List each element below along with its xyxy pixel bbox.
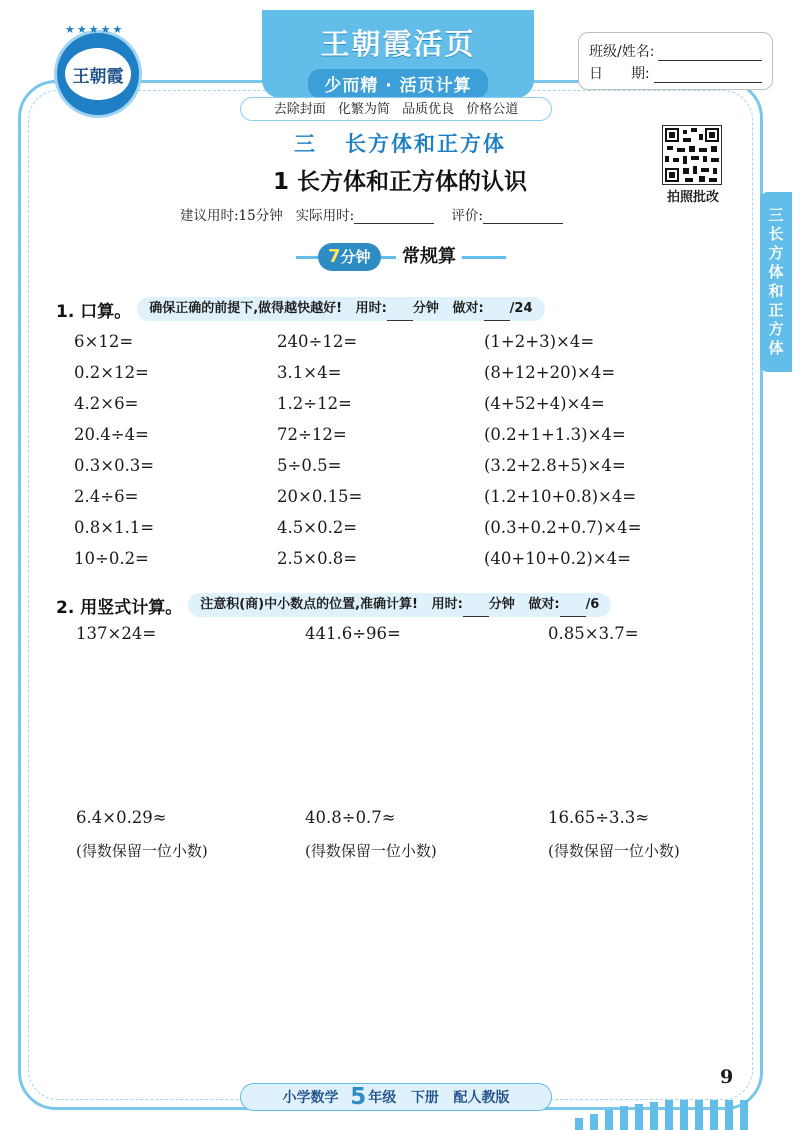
q1-time-field[interactable] (387, 306, 413, 321)
rounding-note: (得数保留一位小数) (305, 842, 437, 860)
q2-problem: 137×24= (76, 624, 157, 643)
q1-problem: 0.2×12= (74, 363, 149, 382)
section-minutes-number: 7 (328, 246, 341, 267)
q1-problem: (3.2+2.8+5)×4= (484, 456, 626, 475)
rating-field[interactable] (483, 209, 563, 224)
decorative-bar (740, 1100, 748, 1130)
brand-subtitle: 少而精 · 活页计算 (308, 69, 487, 98)
footer-edition: 配人教版 (453, 1090, 510, 1106)
slogan-item: 去除封面 (273, 102, 326, 117)
q1-problem: 2.5×0.8= (277, 549, 358, 568)
q1-problem: 20.4÷4= (74, 425, 149, 444)
q2-header (56, 591, 611, 619)
side-tab-char: 体 (768, 263, 784, 281)
section-name: 常规算 (396, 243, 462, 271)
chapter-name: 长方体和正方体 (345, 132, 506, 156)
class-name-field[interactable] (658, 46, 762, 61)
q1-correct-field[interactable] (484, 306, 510, 321)
q1-problem: (1+2+3)×4= (484, 332, 595, 351)
q2-time-label: 用时: (431, 597, 463, 612)
brand-logo (54, 23, 142, 118)
q2-hint-pill (188, 593, 611, 617)
date-field[interactable] (654, 68, 762, 83)
logo-text: 王朝霞 (72, 66, 124, 87)
footer-volume: 下册 (410, 1090, 439, 1106)
brand-title: 王朝霞活页 (320, 27, 476, 61)
decorative-bar (605, 1110, 613, 1130)
actual-time-label: 实际用时: (295, 208, 355, 224)
class-name-label: 班级/姓名: (589, 44, 655, 60)
q2-total: /6 (585, 597, 600, 612)
side-tab-char: 方 (768, 320, 784, 338)
q2-problem: 40.8÷0.7≈ (305, 808, 396, 827)
rating-label: 评价: (451, 208, 483, 224)
q1-problem: 0.3×0.3= (74, 456, 155, 475)
decorative-bar (725, 1100, 733, 1130)
q1-hint-pill (137, 297, 544, 321)
q2-title: 2. 用竖式计算。 (56, 597, 183, 618)
chapter-number: 三 (294, 132, 317, 156)
q2-problem: 6.4×0.29≈ (76, 808, 167, 827)
decorative-bar (680, 1100, 688, 1130)
page-number: 9 (720, 1066, 734, 1088)
q1-problem: (1.2+10+0.8)×4= (484, 487, 637, 506)
logo-badge (65, 48, 131, 100)
q1-problem: 6×12= (74, 332, 134, 351)
student-info-box (578, 32, 773, 90)
decorative-bar (710, 1100, 718, 1130)
q1-title: 1. 口算。 (56, 301, 132, 322)
q1-problem: 3.1×4= (277, 363, 342, 382)
q2-correct-field[interactable] (560, 602, 586, 617)
q1-problem: 4.2×6= (74, 394, 139, 413)
decorative-bar (695, 1100, 703, 1130)
slogan-item: 化繁为简 (337, 102, 390, 117)
side-chapter-tab (760, 192, 792, 372)
qr-label: 拍照批改 (666, 190, 719, 205)
logo-stars-icon: ★★★★★ (65, 23, 125, 36)
rounding-note: (得数保留一位小数) (76, 842, 208, 860)
q1-problem: (40+10+0.2)×4= (484, 549, 631, 568)
slogan-item: 价格公道 (466, 102, 519, 117)
side-tab-char: 长 (768, 225, 784, 243)
q2-problem: 0.85×3.7= (548, 624, 639, 643)
q1-problem: 4.5×0.2= (277, 518, 358, 537)
q1-problem: 20×0.15= (277, 487, 363, 506)
decorative-bar (650, 1102, 658, 1130)
rounding-note: (得数保留一位小数) (548, 842, 680, 860)
qr-code-icon[interactable] (662, 125, 722, 185)
q2-correct-label: 做对: (528, 597, 560, 612)
q2-hint: 注意积(商)中小数点的位置,准确计算! (200, 597, 418, 612)
q1-problem: 240÷12= (277, 332, 358, 351)
q1-problem: 0.8×1.1= (74, 518, 155, 537)
q2-problem: 16.65÷3.3≈ (548, 808, 650, 827)
timing-line (180, 204, 640, 224)
q1-header (56, 295, 545, 323)
side-tab-char: 方 (768, 244, 784, 262)
side-tab-char: 和 (768, 282, 784, 300)
q1-problem: 5÷0.5= (277, 456, 342, 475)
date-row (589, 61, 762, 83)
q1-problem: 10÷0.2= (74, 549, 149, 568)
q1-problem: (4+52+4)×4= (484, 394, 605, 413)
q2-problem: 441.6÷96= (305, 624, 401, 643)
lesson-title: 1 长方体和正方体的认识 (272, 169, 527, 195)
decorative-bar (620, 1106, 628, 1130)
q1-correct-label: 做对: (452, 301, 484, 316)
actual-time-field[interactable] (354, 209, 434, 224)
decorative-bar (575, 1118, 583, 1130)
footer-grade-number: 5 (350, 1084, 367, 1110)
footer-grade-unit: 年级 (368, 1090, 397, 1106)
q1-hint: 确保正确的前提下,做得越快越好! (149, 301, 343, 316)
slogan-item: 品质优良 (402, 102, 455, 117)
q1-time-unit: 分钟 (412, 301, 439, 316)
decorative-bar (665, 1100, 673, 1130)
section-minutes (318, 243, 381, 271)
date-label: 日 期: (589, 66, 650, 82)
decorative-bar (590, 1114, 598, 1130)
q1-problem: 1.2÷12= (277, 394, 352, 413)
q2-time-unit: 分钟 (488, 597, 515, 612)
suggested-time: 建议用时:15分钟 (180, 208, 283, 224)
section-minutes-unit: 分钟 (340, 248, 371, 266)
decorative-bar (635, 1104, 643, 1130)
q1-problem: 72÷12= (277, 425, 347, 444)
decorative-bars (575, 1100, 755, 1130)
footer-subject: 小学数学 (282, 1090, 339, 1106)
q2-time-field[interactable] (463, 602, 489, 617)
side-tab-char: 三 (768, 206, 784, 224)
q1-problem: (0.2+1+1.3)×4= (484, 425, 626, 444)
q1-time-label: 用时: (355, 301, 387, 316)
q1-problem: 2.4÷6= (74, 487, 139, 506)
slogan-bar (240, 97, 552, 121)
class-name-row (589, 39, 762, 61)
q1-total: /24 (509, 301, 533, 316)
brand-banner (262, 10, 534, 98)
footer-bar (240, 1083, 552, 1111)
q1-problem: (8+12+20)×4= (484, 363, 616, 382)
side-tab-char: 正 (768, 301, 784, 319)
chapter-title (200, 128, 600, 158)
section-badge (296, 241, 506, 273)
side-tab-char: 体 (768, 339, 784, 357)
q1-problem: (0.3+0.2+0.7)×4= (484, 518, 642, 537)
